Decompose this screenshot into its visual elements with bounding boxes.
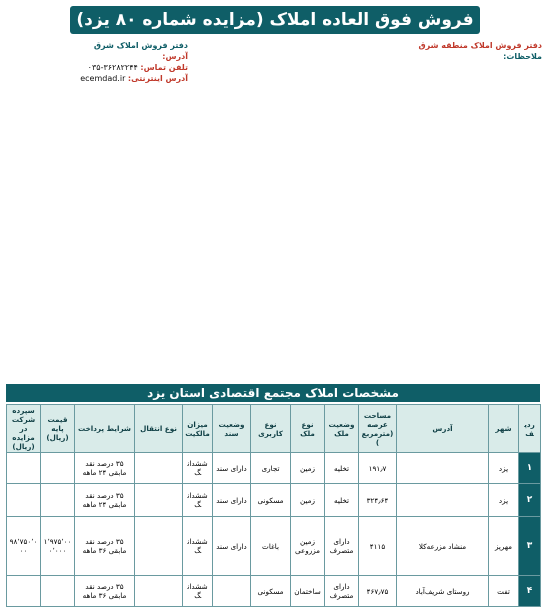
cell-usage: تجاری	[251, 453, 291, 484]
cell-area: ۱۹۱٫۷	[359, 453, 397, 484]
table-row	[7, 453, 541, 484]
cell-area: ۴۱۱۵	[359, 517, 397, 576]
cell-payment: ۳۵ درصد نقد مابقی ۳۶ ماهه	[75, 576, 135, 607]
address-label: آدرس:	[162, 52, 188, 61]
table-row	[7, 576, 541, 607]
cell-city: یزد	[489, 453, 519, 484]
cell-price	[41, 484, 75, 517]
cell-price	[41, 576, 75, 607]
cell-transfer	[135, 576, 183, 607]
cell-area: ۴۶۷٫۷۵	[359, 576, 397, 607]
cell-usage: باغات	[251, 517, 291, 576]
phone-label: تلفن تماس:	[140, 63, 188, 72]
cell-type: زمین	[291, 484, 325, 517]
conditions-column	[196, 40, 372, 388]
col-header: وضعیت سند	[213, 405, 251, 453]
page-title: فروش فوق العاده املاک (مزایده شماره ۸۰ یزد)	[70, 6, 480, 34]
table-row	[7, 517, 541, 576]
cell-address: منشاد مزرعه‌کلا	[397, 517, 489, 576]
website-row	[6, 73, 188, 84]
row-number: ۴	[519, 576, 541, 607]
cell-usage: مسکونی	[251, 576, 291, 607]
col-header: نوع انتقال	[135, 405, 183, 453]
row-number: ۳	[519, 517, 541, 576]
cell-address	[397, 453, 489, 484]
ordering-title: دفتر فروش املاک شرق	[93, 41, 188, 50]
cell-status: دارای متصرف	[325, 517, 359, 576]
cell-ownership: ششدانگ	[183, 517, 213, 576]
conditions-title: ملاحظات:	[503, 52, 542, 61]
properties-table	[6, 404, 541, 607]
col-header: آدرس	[397, 405, 489, 453]
col-header: شرایط پرداخت	[75, 405, 135, 453]
cell-status: دارای متصرف	[325, 576, 359, 607]
cell-address	[397, 484, 489, 517]
col-header: میزان مالکیت	[183, 405, 213, 453]
cell-area: ۳۲۴٫۶۴	[359, 484, 397, 517]
cell-type: زمین	[291, 453, 325, 484]
col-header: سپرده شرکت در مزایده (ریال)	[7, 405, 41, 453]
cell-payment: ۳۵ درصد نقد مابقی ۲۴ ماهه	[75, 453, 135, 484]
cell-ownership: ششدانگ	[183, 453, 213, 484]
cell-type: زمین مزروعی	[291, 517, 325, 576]
cell-address: روستای شریف‌آباد	[397, 576, 489, 607]
cell-ownership: ششدانگ	[183, 576, 213, 607]
cell-type: ساختمان	[291, 576, 325, 607]
cell-ownership: ششدانگ	[183, 484, 213, 517]
cell-deed	[213, 576, 251, 607]
col-header: قیمت پایه (ریال)	[41, 405, 75, 453]
cell-deposit: ۹۸٬۷۵۰٬۰۰۰	[7, 517, 41, 576]
cell-deed: دارای سند	[213, 517, 251, 576]
cell-price	[41, 453, 75, 484]
website-label: آدرس اینترنتی:	[127, 74, 188, 83]
cell-deposit	[7, 576, 41, 607]
cell-payment: ۳۵ درصد نقد مابقی ۳۶ ماهه	[75, 517, 135, 576]
cell-transfer	[135, 453, 183, 484]
col-header: شهر	[489, 405, 519, 453]
cell-deposit	[7, 484, 41, 517]
col-header: نوع ملک	[291, 405, 325, 453]
properties-section-title: مشخصات املاک مجتمع اقتصادی استان یزد	[6, 384, 540, 402]
col-header: ردیف	[519, 405, 541, 453]
cell-transfer	[135, 484, 183, 517]
row-number: ۲	[519, 484, 541, 517]
col-header: نوع کاربری	[251, 405, 291, 453]
cell-usage: مسکونی	[251, 484, 291, 517]
phone-row	[6, 62, 188, 73]
cell-city: یزد	[489, 484, 519, 517]
table-row	[7, 484, 541, 517]
intro-highlight: دفتر فروش املاک منطقه شرق	[418, 41, 542, 50]
cell-transfer	[135, 517, 183, 576]
cell-city: مهریز	[489, 517, 519, 576]
terms-column	[6, 40, 188, 388]
cell-deed: دارای سند	[213, 484, 251, 517]
cell-city: تفت	[489, 576, 519, 607]
cell-price: ۱٬۹۷۵٬۰۰۰٬۰۰۰	[41, 517, 75, 576]
cell-status: تخلیه	[325, 484, 359, 517]
col-header: وضعیت ملک	[325, 405, 359, 453]
col-header: مساحت عرصه (مترمربع)	[359, 405, 397, 453]
cell-deposit	[7, 453, 41, 484]
website-link[interactable]: ecemdad.ir	[80, 74, 126, 83]
cell-payment: ۳۵ درصد نقد مابقی ۲۴ ماهه	[75, 484, 135, 517]
row-number: ۱	[519, 453, 541, 484]
cell-deed: دارای سند	[213, 453, 251, 484]
phone-value: ۰۳۵-۳۶۲۸۲۲۴۴	[87, 63, 138, 72]
intro-column	[380, 40, 542, 388]
cell-status: تخلیه	[325, 453, 359, 484]
table-header-row	[7, 405, 541, 453]
